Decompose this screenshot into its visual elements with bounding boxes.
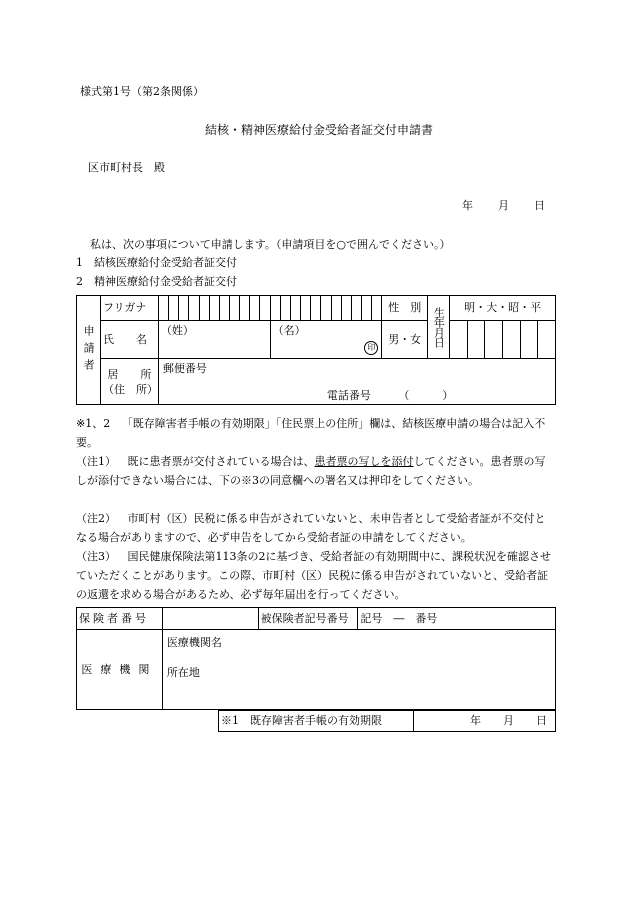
furigana-grid [159,296,381,320]
insurer-number-label: 保険者番号 [77,608,163,630]
seal-mark-icon: 印 [364,341,378,355]
note-1-head: （注1） [76,455,116,468]
insurance-table [76,607,556,710]
birthdate-label: 生年月日 [428,296,450,359]
furigana-boxes[interactable] [158,296,381,321]
note-3-head: （注3） [76,550,116,563]
gender-label: 性 別 [382,296,428,321]
postal-code-label: 郵便番号 [162,362,207,375]
furigana-label: フリガナ [100,296,158,321]
insurer-number-field[interactable] [162,608,258,630]
applicant-table [76,295,556,405]
address-label [100,359,158,405]
page-title: 結核・精神医療給付金受給者証交付申請書 [205,123,434,137]
gender-options[interactable]: 男・女 [382,321,428,359]
surname-field[interactable] [158,321,270,359]
form-number: 様式第1号（第2条関係） [80,85,204,98]
note-1-2 [76,414,556,452]
intro-text: 私は、次の事項について申請します。（申請項目を○で囲んでください。） [90,238,451,251]
name-label: 氏 名 [100,321,158,359]
insured-number-label: 被保険者記号番号 [258,608,358,630]
expiry-label: ※1 既存障害者手帳の有効期限 [219,711,414,732]
surname-label: （姓） [160,324,194,337]
address-label-main: 居 所 [107,367,152,381]
institution-location-label: 所在地 [166,666,200,679]
date-year: 年 [462,199,473,212]
addressee: 区市町村長 殿 [88,161,165,174]
note-1-2-body: 「既存障害者手帳の有効期限」「住民票上の住所」欄は、結核医療申請の場合は記入不要。 [76,417,546,449]
birthdate-boxes[interactable] [450,321,556,359]
note-3-body: 国民健康保険法第113条の2に基づき、受給者証の有効期間中に、課税状況を確認させていただくことがあります。この際、市町村（区）民税に係る申告がされていないと、受給者証の返還を求める場合があるため、必ず毎年届出を行ってください。 [76,550,552,601]
option-1[interactable]: 1 結核医療給付金受給者証交付 [76,256,237,269]
note-1-part-1: 既に患者票が交付されている場合は、 [127,455,315,468]
expiry-date-field[interactable]: 年 月 日 [414,711,556,732]
note-2-body: 市町村（区）民税に係る申告がされていないと、未申告者として受給者証が不交付となる場合がありますので、必ず申告をしてから受給者証の申請をしてください。 [76,512,546,544]
date-day: 日 [534,199,545,212]
date-line [462,199,545,212]
note-1 [76,452,556,490]
symbol-number-field[interactable]: 記号 ― 番号 [358,608,556,630]
phone-number-label: 電話番号 （ ） [326,388,454,402]
medical-institution-field[interactable] [162,630,555,710]
era-options[interactable]: 明・大・昭・平 [450,296,556,321]
note-3 [76,547,556,604]
given-name-label: （名） [272,324,306,337]
applicant-side-label: 申請者 [77,296,101,405]
expiry-table [218,710,556,732]
note-2-head: （注2） [76,512,116,525]
address-field[interactable] [158,359,555,405]
date-month: 月 [498,199,509,212]
note-2 [76,509,556,547]
birthdate-grid [450,321,555,358]
note-1-underlined: 患者票の写しを添付 [314,455,414,468]
given-name-field[interactable] [270,321,382,359]
note-1-2-head: ※1、2 [76,417,111,430]
note-1-part-3: してください。患者票の写しが添付できない場合には、下の※3の同意欄への署名又は押印をしてください。 [76,455,546,487]
option-2[interactable]: 2 精神医療給付金受給者証交付 [76,275,237,288]
address-label-sub: （住 所） [102,382,158,396]
institution-name-label: 医療機関名 [166,636,222,649]
medical-institution-label: 医療機関 [77,630,163,710]
